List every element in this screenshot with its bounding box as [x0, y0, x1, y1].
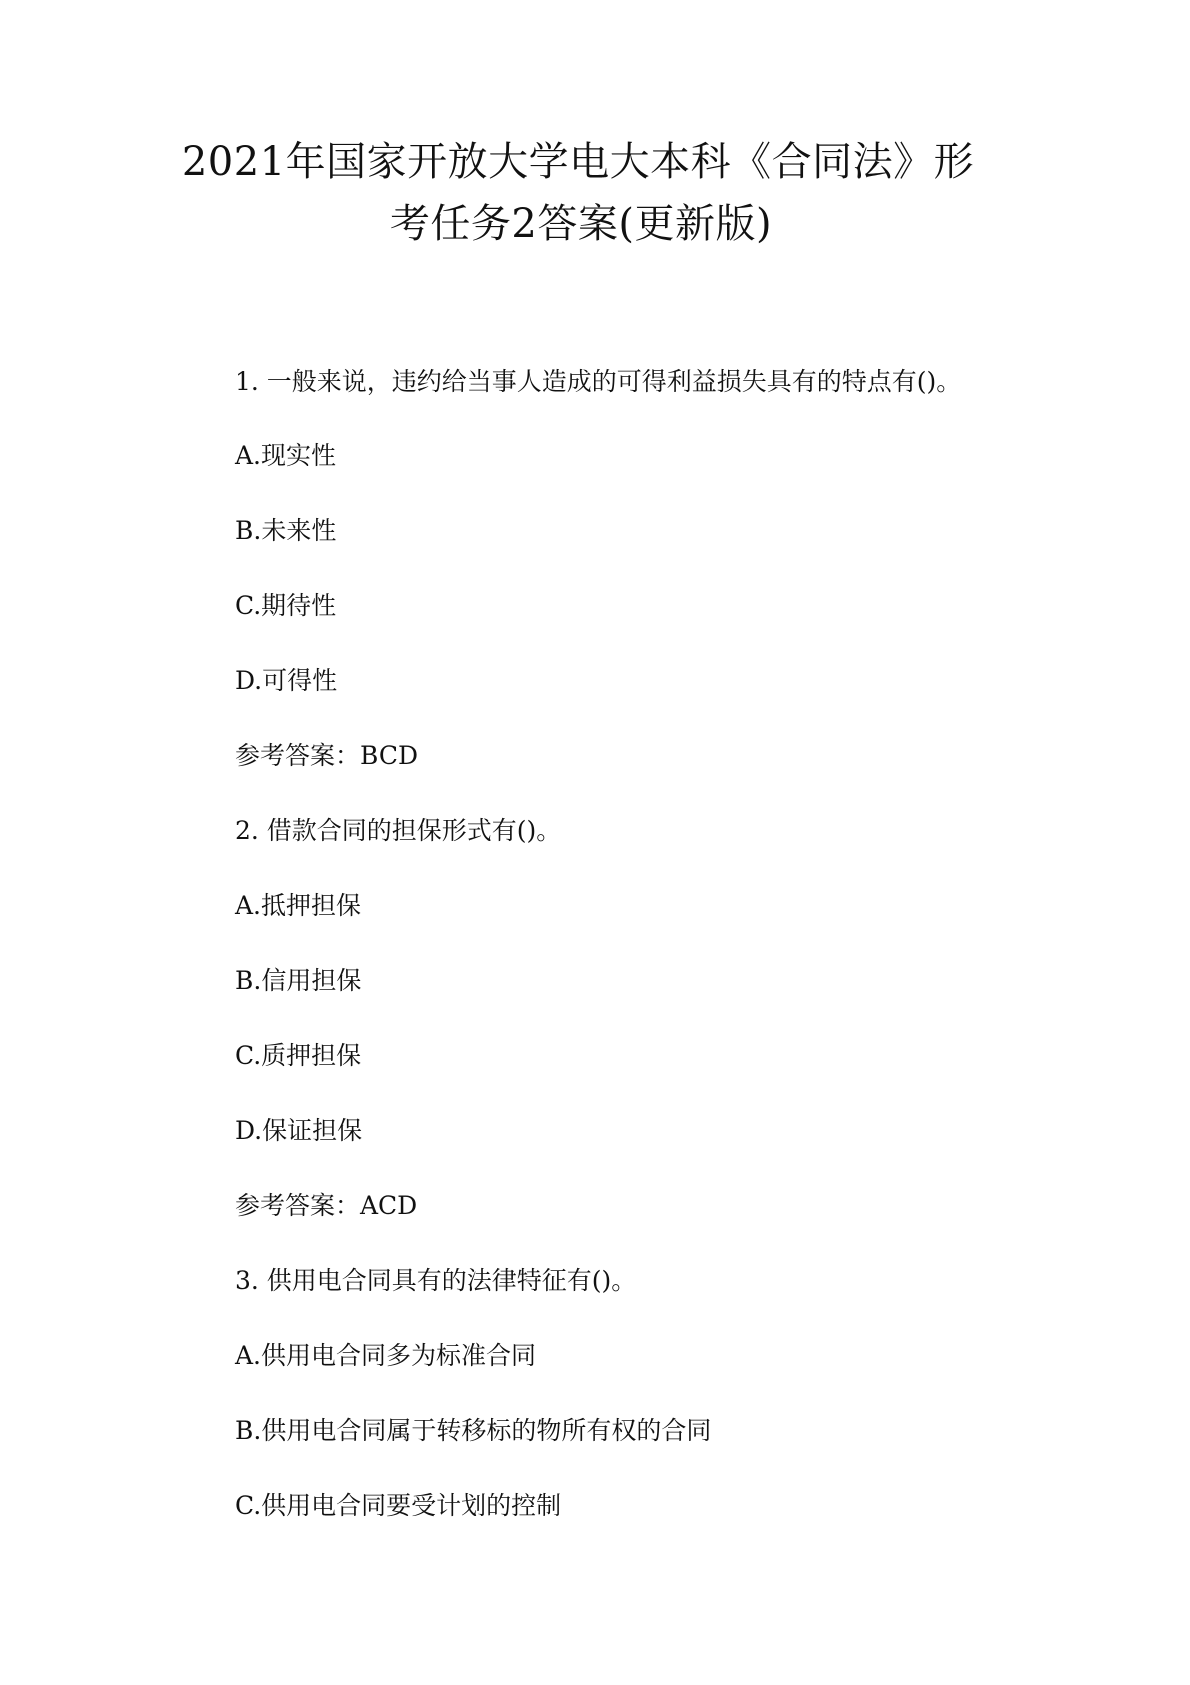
- question-2-option-b: B.信用担保: [235, 966, 362, 995]
- question-1-stem: 1. 一般来说，违约给当事人造成的可得利益损失具有的特点有()。: [235, 367, 962, 396]
- question-2-option-c: C.质押担保: [235, 1041, 362, 1070]
- question-3-stem: 3. 供用电合同具有的法律特征有()。: [235, 1266, 637, 1295]
- question-1-answer: 参考答案：BCD: [235, 741, 419, 770]
- question-3-option-c: C.供用电合同要受计划的控制: [235, 1491, 562, 1520]
- question-3-option-a: A.供用电合同多为标准合同: [235, 1341, 537, 1370]
- question-2-stem: 2. 借款合同的担保形式有()。: [235, 816, 562, 845]
- question-1-option-c: C.期待性: [235, 591, 337, 620]
- document-title-line-2: 考任务2答案(更新版): [389, 201, 773, 247]
- document-title-line-1: 2021年国家开放大学电大本科《合同法》形: [181, 139, 975, 185]
- question-1-option-a: A.现实性: [235, 441, 337, 470]
- question-1-option-b: B.未来性: [235, 516, 337, 545]
- question-2-option-a: A.抵押担保: [235, 891, 362, 920]
- question-2-option-d: D.保证担保: [235, 1116, 363, 1145]
- question-3-option-b: B.供用电合同属于转移标的物所有权的合同: [235, 1416, 712, 1445]
- question-1-option-d: D.可得性: [235, 666, 338, 695]
- question-2-answer: 参考答案：ACD: [235, 1191, 418, 1220]
